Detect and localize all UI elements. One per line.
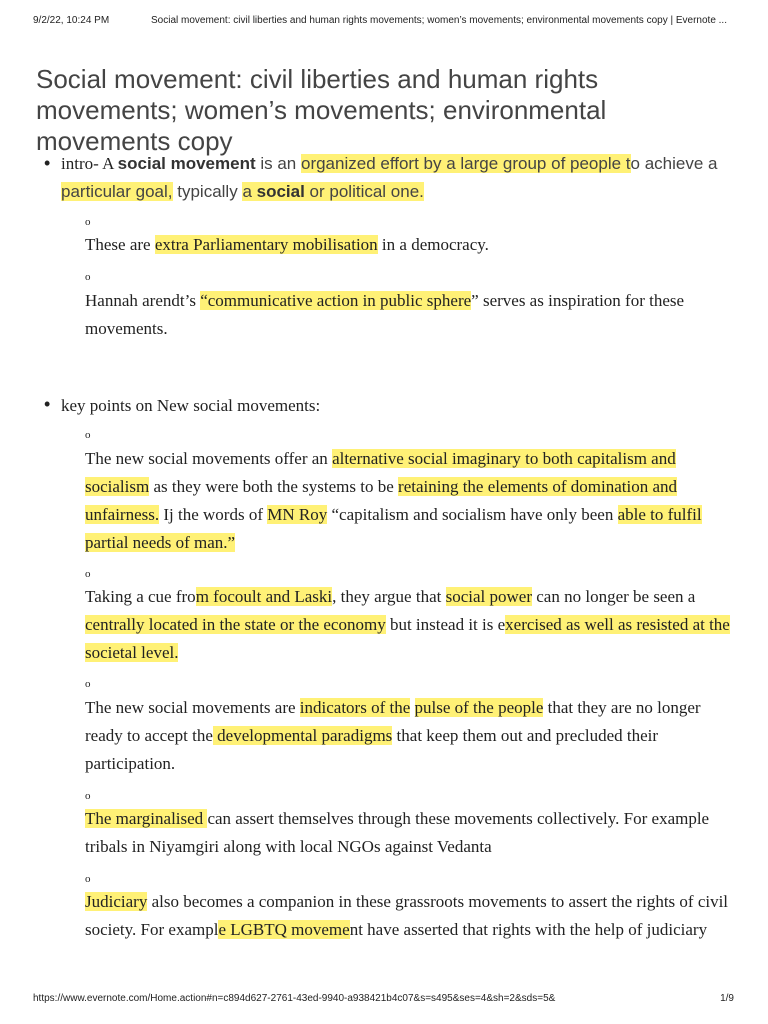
highlight: m focoult and Laski <box>195 587 333 606</box>
text: The new social movements offer an <box>85 449 333 468</box>
highlight: MN Roy <box>267 505 328 524</box>
text: also becomes a companion in these grassroots movements to assert the rights of civil society. For exampl <box>85 892 729 939</box>
highlight: pulse of the people <box>414 698 544 717</box>
highlight: organized effort by a large group of people t <box>300 154 631 173</box>
highlight: e LGBTQ moveme <box>218 920 350 939</box>
key-point-3 <box>85 694 735 778</box>
highlight: developmental paradigms <box>212 726 393 745</box>
key-point-4 <box>85 805 735 861</box>
print-page-title: Social movement: civil liberties and human rights movements; women’s movements; environmental movements copy | Evernote ... <box>151 15 727 26</box>
intro-sub-item-1 <box>85 231 735 259</box>
intro-text: a <box>242 182 257 201</box>
key-point-5 <box>85 888 735 944</box>
highlight: Judiciary <box>85 892 148 911</box>
sub-bullet-circle: o <box>85 678 91 690</box>
highlight: “communicative action in public sphere <box>200 291 472 310</box>
highlight: extra Parliamentary mobilisation <box>154 235 378 254</box>
key-point-2 <box>85 583 735 667</box>
intro-text: or political one. <box>304 182 424 201</box>
intro-bold-term: social movement <box>117 154 256 173</box>
sub-bullet-circle: o <box>85 429 91 441</box>
text: that they are no longer ready to accept the <box>85 698 701 745</box>
text: Hannah arendt’s <box>85 291 201 310</box>
intro-text: typically <box>172 182 243 201</box>
highlight: particular goal, <box>61 182 173 201</box>
intro-sub-item-2 <box>85 287 735 343</box>
highlight: retaining the elements of domination and unfairness. <box>85 477 678 524</box>
text: nt have asserted that rights with the help of judiciary <box>349 920 708 939</box>
bullet-dot: • <box>44 153 51 173</box>
highlight: social power <box>445 587 532 606</box>
highlight: alternative social imaginary to both capitalism and socialism <box>85 449 676 496</box>
text: The new social movements are <box>85 698 300 717</box>
intro-paragraph <box>61 150 741 206</box>
sub-bullet-circle: o <box>85 216 91 228</box>
sub-bullet-circle: o <box>85 873 91 885</box>
text: , they argue that <box>332 587 446 606</box>
text: ” serves as inspiration for these movements. <box>85 291 685 338</box>
print-datetime: 9/2/22, 10:24 PM <box>33 15 110 26</box>
highlight: able to fulfil partial needs of man.” <box>85 505 702 552</box>
intro-text: is an <box>255 154 301 173</box>
highlight: indicators of the <box>299 698 411 717</box>
intro-lead: intro- A <box>61 154 118 173</box>
text: Ij the words of <box>159 505 268 524</box>
bullet-dot: • <box>44 394 51 414</box>
text: in a democracy. <box>377 235 489 254</box>
highlight <box>242 182 423 201</box>
intro-text: o achieve a <box>630 154 718 173</box>
text: Taking a cue fro <box>85 587 196 606</box>
sub-bullet-circle: o <box>85 790 91 802</box>
text: “capitalism and socialism have only been <box>327 505 618 524</box>
text: as they were both the systems to be <box>149 477 399 496</box>
print-footer <box>33 993 748 1004</box>
intro-bold-term: social <box>256 182 305 201</box>
text: that keep them out and precluded their participation. <box>85 726 659 773</box>
note-title: Social movement: civil liberties and human rights movements; women’s movements; environmental movements copy <box>36 64 607 156</box>
sub-bullet-circle: o <box>85 568 91 580</box>
key-point-1 <box>85 445 735 557</box>
text <box>410 698 414 717</box>
text: These are <box>85 235 155 254</box>
text: but instead it is e <box>385 615 506 634</box>
footer-url: https://www.evernote.com/Home.action#n=c894d627-2761-43ed-9940-a938421b4c07&s=s495&ses=4&sh=2&sds=5& <box>33 993 556 1004</box>
page-number: 1/9 <box>720 993 734 1004</box>
key-points-heading: key points on New social movements: <box>61 396 321 415</box>
highlight: The marginalised <box>85 809 208 828</box>
text: can no longer be seen a <box>532 587 696 606</box>
highlight: centrally located in the state or the economy <box>85 615 386 634</box>
highlight: xercised as well as resisted at the societal level. <box>85 615 730 662</box>
text: can assert themselves through these movements collectively. For example tribals in Niyamgiri along with local NGOs against Vedanta <box>85 809 710 856</box>
print-header <box>33 15 748 26</box>
sub-bullet-circle: o <box>85 271 91 283</box>
